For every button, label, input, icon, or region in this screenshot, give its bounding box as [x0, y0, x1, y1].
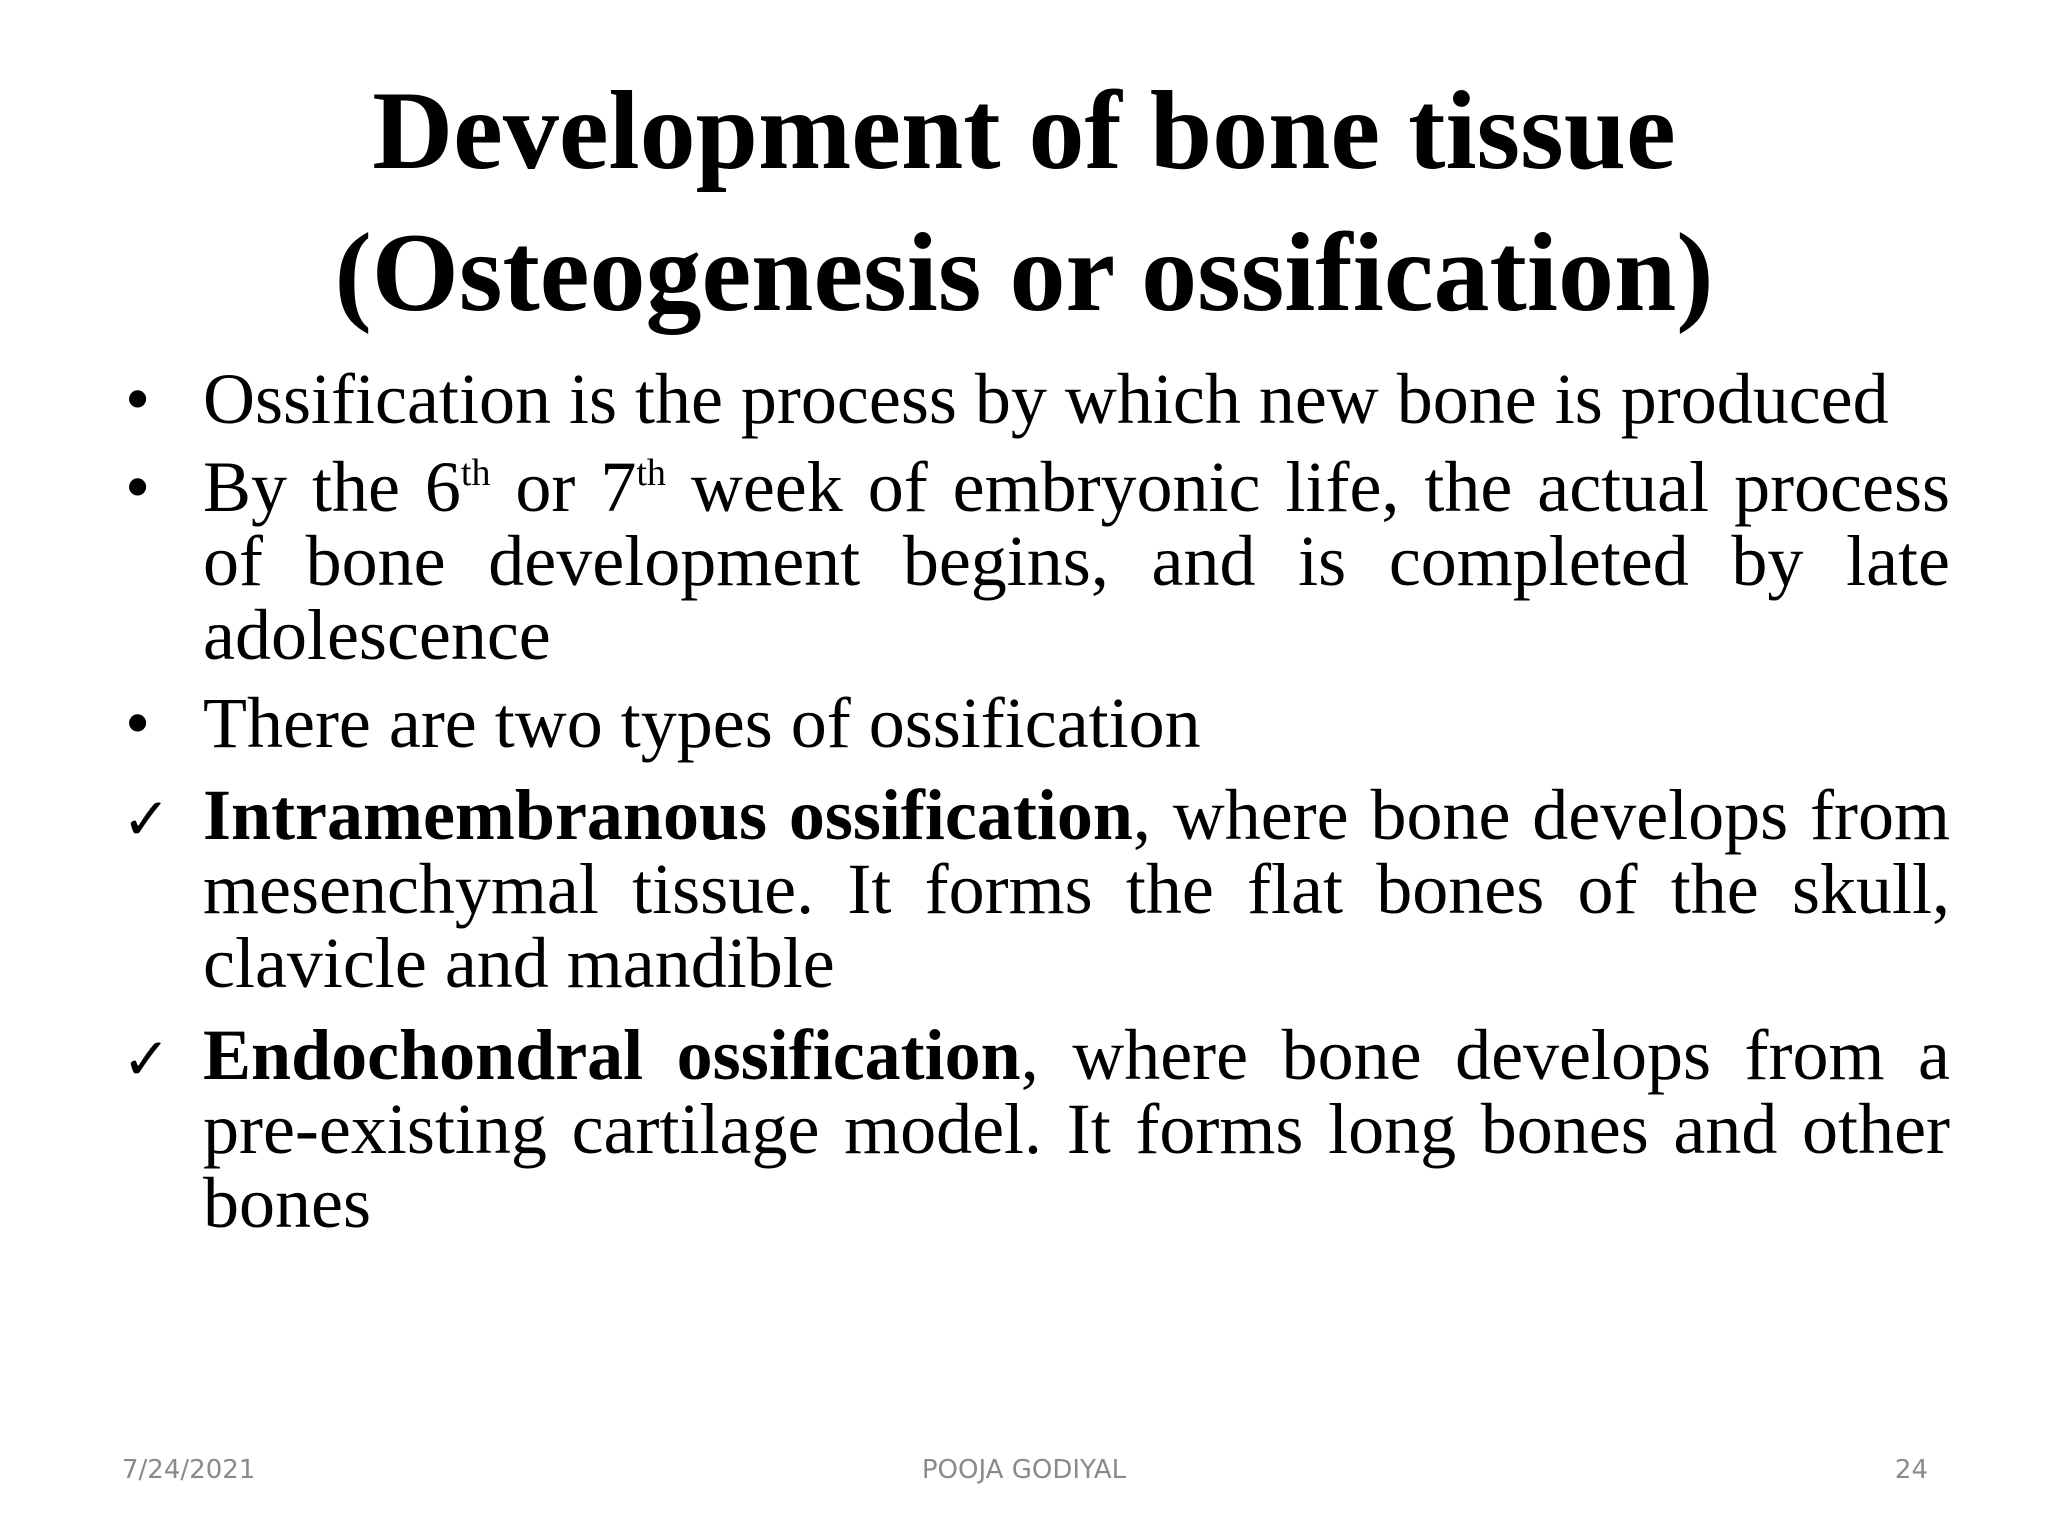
- ordinal-suffix: th: [460, 452, 491, 494]
- bullet-dot-icon: •: [125, 359, 151, 439]
- slide-title: [140, 60, 1908, 344]
- footer-date: 7/24/2021: [122, 1455, 256, 1485]
- term-bold: Intramembranous ossification: [203, 775, 1133, 855]
- bullet-text-part: By the 6: [203, 447, 461, 527]
- check-item-intramembranous: [120, 775, 1951, 1003]
- bullet-item-types: [120, 683, 1950, 763]
- bullet-item-definition: [120, 359, 1950, 439]
- footer-author: POOJA GODIYAL: [921, 1455, 1127, 1485]
- bullet-text: Ossification is the process by which new bone is produced: [203, 359, 1889, 439]
- bullet-text: There are two types of ossification: [203, 683, 1201, 763]
- bullet-list: [120, 359, 1951, 1254]
- check-text: , where bone develops from mesenchymal tissue. It forms the flat bones of the skull, clavicle and mandible: [203, 775, 1951, 1003]
- checkmark-icon: ✓: [122, 1025, 171, 1093]
- bullet-text-part: or 7: [490, 447, 637, 527]
- ordinal-suffix: th: [636, 452, 666, 494]
- term-bold: Endochondral ossification: [203, 1015, 1021, 1095]
- slide-title-line-1: Development of bone tissue: [372, 69, 1676, 193]
- check-item-endochondral: [120, 1015, 1950, 1243]
- slide-title-line-2: (Osteogenesis or ossification): [334, 211, 1714, 335]
- bullet-text-part: week of embryonic life, the actual process of bone development begins, and is completed by late adolescence: [203, 447, 1951, 675]
- bullet-dot-icon: •: [125, 447, 151, 527]
- check-text: , where bone develops from a pre-existing cartilage model. It forms long bones and other bones: [203, 1015, 1950, 1243]
- checkmark-icon: ✓: [122, 785, 171, 853]
- bullet-dot-icon: •: [125, 683, 151, 763]
- footer-page-number: 24: [1894, 1455, 1928, 1485]
- bullet-item-timeline: [120, 447, 1951, 675]
